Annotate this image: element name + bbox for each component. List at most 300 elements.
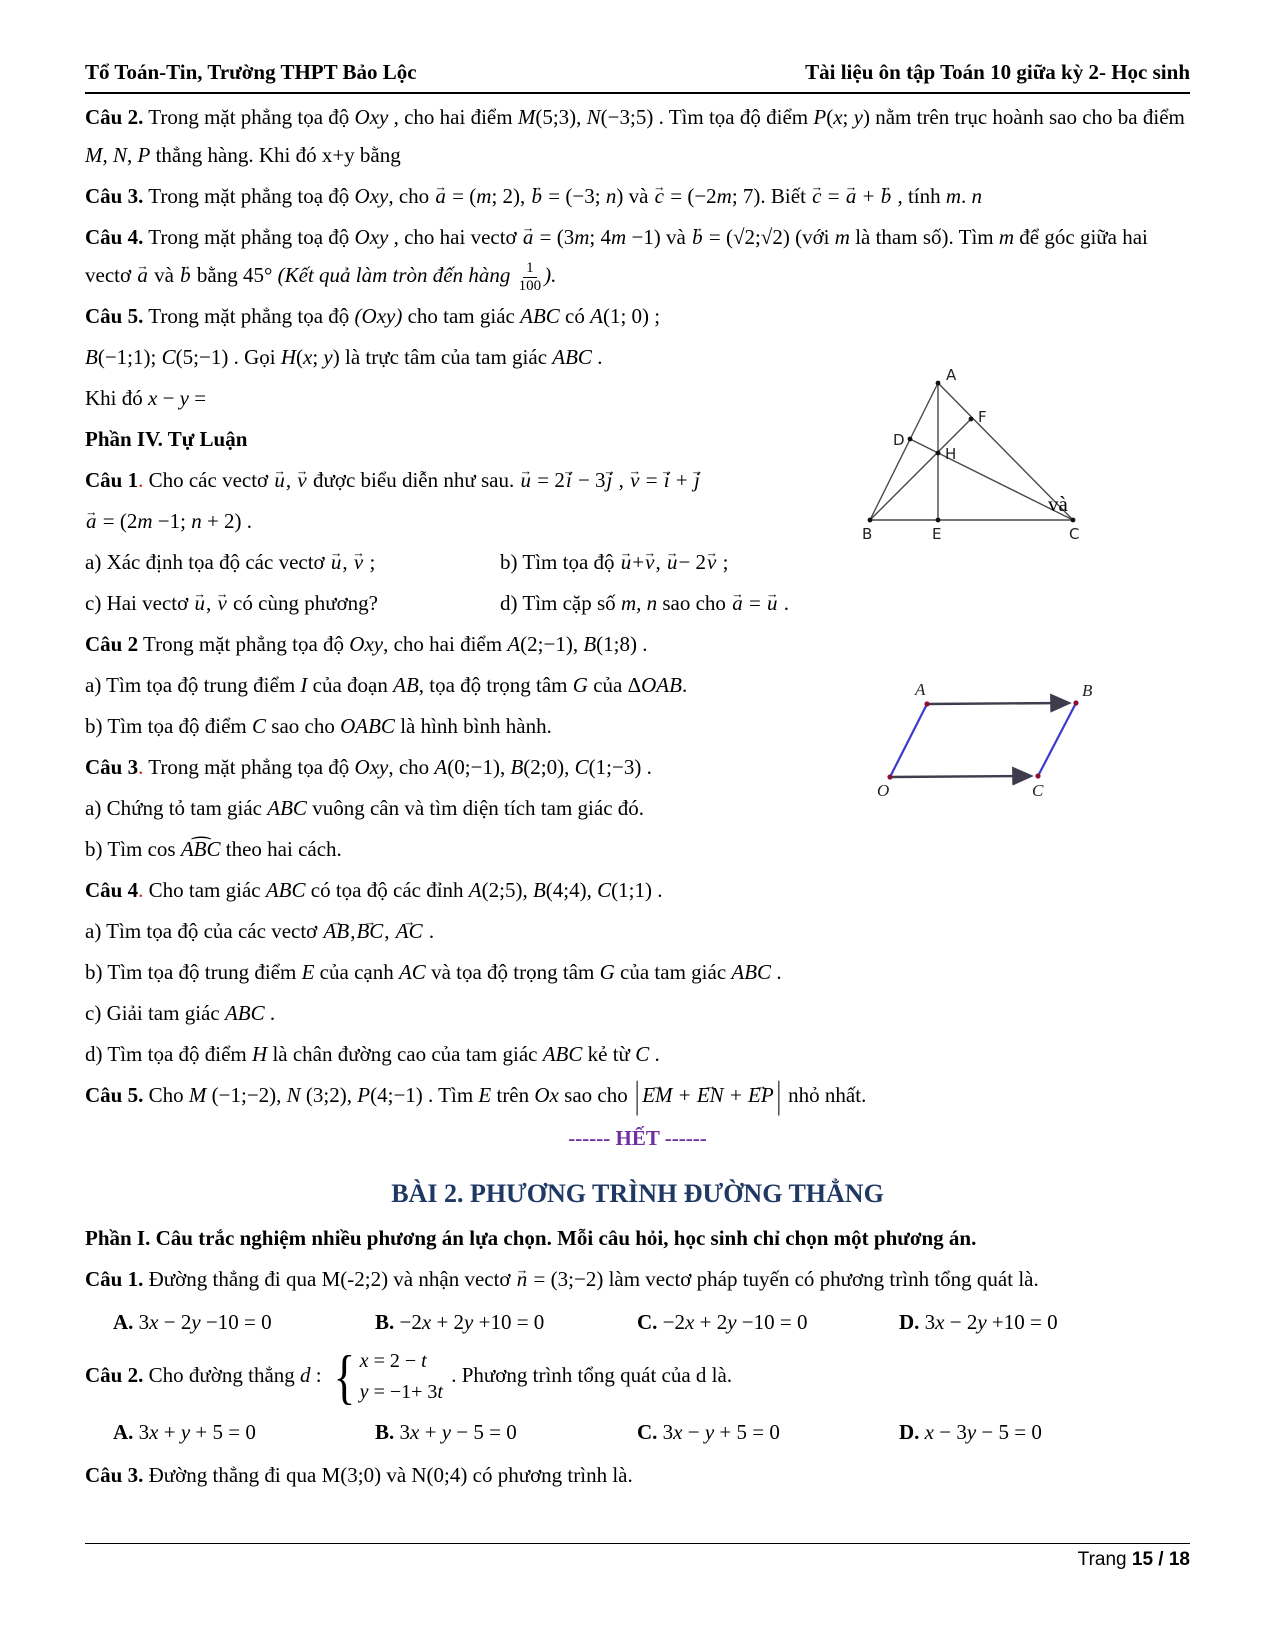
text-run: a) Chứng tỏ tam giác: [85, 796, 268, 821]
text-run: Oxy: [354, 755, 389, 780]
text-run: là trực tâm của tam giác: [339, 345, 553, 370]
option-label: D.: [899, 1310, 925, 1335]
text-run: ABC: [267, 796, 307, 821]
text-run: để góc giữa hai vectơ: [85, 225, 1148, 287]
option-label: D.: [899, 1420, 925, 1445]
text-run: của: [587, 673, 628, 698]
text-run: Phần I. Câu trắc nghiệm nhiều phương án lựa chọn. Mỗi câu hỏi, học sinh chỉ chọn một phương án.: [85, 1226, 977, 1251]
vector-notation: a →: [434, 177, 447, 215]
text-run: , cho: [388, 755, 435, 780]
text-run: ABC: [731, 960, 772, 985]
text-run: =: [528, 1267, 551, 1292]
vector-notation: a →: [85, 502, 98, 540]
vertex-label-A2: A: [915, 680, 926, 699]
vector-notation: b →: [531, 177, 544, 215]
text-run: của đoạn: [307, 673, 394, 698]
text-run: . Phương trình tổng quát của d là.: [445, 1363, 733, 1387]
math-text: 3x − 2y −10 = 0: [138, 1310, 272, 1335]
text-run: và: [660, 225, 692, 249]
text-run: ABC ⌢: [181, 830, 221, 868]
text-run: .: [264, 1001, 276, 1026]
vector-notation: b →: [880, 177, 893, 215]
paragraph: [85, 871, 1190, 909]
text-run: ABC: [552, 345, 592, 370]
text-run: m, n: [620, 591, 658, 616]
text-run: OABC: [340, 714, 395, 739]
text-run: . Tìm: [422, 1083, 479, 1108]
text-run: là chân đường cao của tam giác: [267, 1042, 543, 1067]
text-run: Cho tam giác: [143, 878, 266, 903]
vector-notation: j →: [693, 461, 701, 499]
math-text: M, N, P: [85, 143, 151, 167]
math-text: 3x + y + 5 = 0: [138, 1420, 256, 1445]
page-number-value: 15 / 18: [1131, 1549, 1190, 1570]
vector-notation: u →: [273, 461, 286, 499]
text-run: , tính: [892, 184, 946, 208]
text-run: C: [252, 714, 267, 739]
text-run: của cạnh: [314, 960, 399, 985]
text-run: , cho hai điểm: [383, 632, 508, 657]
text-run: .: [641, 755, 652, 780]
text-run: Câu 3.: [85, 1463, 144, 1488]
math-text: A(0;−1), B(2;0), C(1;−3): [434, 755, 642, 780]
vector-notation: u →: [620, 543, 633, 581]
vector-notation: a →: [136, 256, 149, 294]
option-label: B.: [375, 1310, 400, 1335]
triangle-diagram: [850, 358, 1095, 548]
answer-option: [637, 1411, 899, 1453]
text-run: được biểu diễn như sau.: [307, 468, 520, 493]
math-text: B(−1;1); C(5;−1): [85, 345, 229, 370]
text-run: có: [559, 304, 591, 329]
vector-notation: AC →: [395, 912, 424, 950]
paragraph: [85, 830, 1190, 868]
text-run: là tham số). Tìm: [849, 225, 999, 249]
paragraph: [85, 584, 1190, 622]
text-run: Trong mặt phẳng tọa độ: [143, 304, 355, 329]
math-text: M(5;3), N(−3;5): [517, 105, 654, 129]
text-run: ,: [285, 468, 297, 493]
text-run: .: [771, 960, 782, 985]
text-run: Oxy: [354, 225, 389, 249]
text-run: =: [446, 184, 470, 208]
answer-option: [637, 1301, 899, 1343]
triangle-edges: [870, 383, 1073, 520]
paragraph: [85, 461, 833, 499]
text-run: vuông cân và tìm diện tích tam giác đó.: [306, 796, 645, 821]
text-run: m: [834, 225, 850, 249]
option-label: B.: [375, 1420, 400, 1445]
paragraph: [85, 98, 1190, 174]
parallelogram-blue-sides: [890, 703, 1076, 777]
text-run: .: [138, 878, 144, 903]
text-run: G: [572, 673, 588, 698]
text-run: Câu 5.: [85, 304, 144, 329]
text-run: là hình bình hành.: [394, 714, 552, 739]
vertex-label-B2: B: [1082, 681, 1093, 700]
text-run: Trong mặt phẳng tọa độ: [143, 105, 355, 129]
vector-notation: c →: [811, 177, 822, 215]
text-run: làm vectơ pháp tuyến có phương trình tổng quát là.: [603, 1267, 1039, 1292]
text-run: H: [252, 1042, 268, 1067]
text-run: b) Tìm tọa độ trung điểm: [85, 960, 302, 985]
math-text: 3x − y + 5 = 0: [662, 1420, 780, 1445]
paragraph: [85, 707, 833, 745]
text-run: E: [301, 960, 315, 985]
paragraph: [85, 666, 833, 704]
text-run: nằm trên trục hoành sao cho ba điểm: [869, 105, 1185, 129]
text-run: , cho hai điểm: [388, 105, 518, 129]
vector-notation: u →: [766, 584, 779, 622]
option-label: A.: [113, 1310, 139, 1335]
text-run: . Gọi: [228, 345, 281, 370]
text-run: d: [300, 1363, 311, 1387]
header-right: Tài liệu ôn tập Toán 10 giữa kỳ 2- Học sinh: [805, 60, 1190, 84]
vector-notation: c →: [654, 177, 665, 215]
text-run: ;: [717, 550, 729, 575]
paragraph: [85, 1073, 1190, 1117]
text-run: G: [599, 960, 615, 985]
text-run: và: [148, 263, 180, 287]
sub-question: [500, 584, 789, 622]
vector-notation: n →: [516, 1260, 529, 1298]
answer-option: [899, 1411, 1042, 1453]
option-label: C.: [637, 1310, 663, 1335]
math-text: −2x + 2y +10 = 0: [399, 1310, 545, 1335]
text-run: AB: [393, 673, 419, 698]
text-run: .: [591, 345, 603, 370]
text-run: =: [534, 225, 557, 249]
text-run: , cho hai vectơ: [388, 225, 522, 249]
fraction: $\frac{1}{100}$: [518, 260, 542, 294]
text-run: b) Tìm cos: [85, 837, 181, 862]
paragraph: [85, 953, 1190, 991]
text-run: =: [640, 468, 663, 493]
text-run: ,: [350, 919, 356, 944]
text-run: Ox: [534, 1083, 559, 1108]
text-run: +: [857, 184, 880, 208]
text-run: .: [138, 755, 144, 780]
text-run: d) Tìm cặp số: [500, 591, 621, 616]
triangle-points: [868, 381, 1076, 523]
math-text: A(2;5), B(4;4), C(1;1): [468, 878, 652, 903]
text-run: (Kết quả làm tròn đến hàng: [277, 263, 516, 287]
paragraph: [85, 625, 833, 663]
text-run: =: [543, 184, 566, 208]
text-run: =: [664, 184, 688, 208]
vector-notation: v →: [629, 461, 640, 499]
math-text: − 3: [577, 468, 606, 493]
text-run: =: [822, 184, 845, 208]
math-text: x − y: [148, 386, 189, 411]
text-run: ,: [205, 591, 217, 616]
text-run: Đường thẳng đi qua M(-2;2) và nhận vectơ: [143, 1267, 516, 1292]
text-run: Câu 2.: [85, 105, 144, 129]
text-run: .: [652, 878, 663, 903]
math-text: 3x − 2y +10 = 0: [924, 1310, 1058, 1335]
text-run: ,: [613, 468, 630, 493]
vector-notation: i →: [565, 461, 573, 499]
math-text: x − 3y − 5 = 0: [924, 1420, 1042, 1445]
text-run: của tam giác: [614, 960, 732, 985]
text-run: có tọa độ các đỉnh: [305, 878, 469, 903]
math-text: y = −1+ 3t: [359, 1381, 443, 1404]
text-run: Câu 1.: [85, 1267, 144, 1292]
text-run: cho tam giác: [402, 304, 521, 329]
vector-notation: v →: [706, 543, 717, 581]
math-text: M (−1;−2), N (3;2), P(4;−1): [188, 1083, 423, 1108]
paragraph: [85, 1344, 1190, 1411]
text-run: Câu 5.: [85, 1083, 144, 1108]
vector-notation: EN →: [696, 1076, 725, 1114]
text-run: Cho: [143, 1083, 189, 1108]
vector-notation: a →: [845, 177, 858, 215]
vector-notation: v →: [353, 543, 364, 581]
text-run: .: [138, 468, 144, 493]
answer-option: [899, 1301, 1058, 1343]
text-run: ABC: [224, 1001, 265, 1026]
math-text: m. n: [945, 184, 983, 208]
text-run: ,: [384, 919, 395, 944]
text-run: ------ HẾT ------: [568, 1126, 707, 1151]
text-run: bằng 45°: [191, 263, 278, 287]
text-run: =: [743, 591, 767, 616]
vertex-label-C2: C: [1032, 781, 1044, 800]
text-run: AC: [398, 960, 426, 985]
text-run: .: [649, 1042, 660, 1067]
paragraph: [85, 912, 1190, 950]
text-run: Khi đó: [85, 386, 148, 411]
text-run: +: [632, 550, 645, 575]
math-text: 3x + y − 5 = 0: [399, 1420, 517, 1445]
math-text: −2x + 2y −10 = 0: [662, 1310, 808, 1335]
paragraph: [85, 177, 1190, 215]
text-run: ABC: [265, 878, 306, 903]
text-run: +: [724, 1083, 748, 1108]
paragraph: [85, 1456, 1190, 1494]
paragraph: [85, 297, 833, 335]
text-run: =: [97, 509, 120, 534]
text-run: C: [635, 1042, 650, 1067]
paragraph: [85, 218, 1190, 294]
text-run: Câu 1: [85, 468, 139, 493]
text-run: . Tìm tọa độ điểm: [653, 105, 814, 129]
text-run: Oxy: [354, 105, 389, 129]
math-text: H(x; y): [280, 345, 340, 370]
sub-question: [500, 543, 728, 581]
text-run: .: [681, 673, 688, 698]
text-run: và: [623, 184, 654, 208]
text-run: kẻ từ: [582, 1042, 636, 1067]
answer-option: [113, 1301, 375, 1343]
text-run: .: [241, 509, 253, 534]
text-run: theo hai cách.: [220, 837, 342, 862]
vertex-label-H: H: [945, 445, 957, 463]
math-text: (3;−2): [550, 1267, 604, 1292]
vector-notation: EP →: [747, 1076, 775, 1114]
paragraph: [85, 543, 1190, 581]
vector-notation: b →: [179, 256, 192, 294]
text-run: sao cho: [657, 591, 732, 616]
text-run: ,: [520, 184, 531, 208]
text-run: ABC: [542, 1042, 583, 1067]
text-run: Phần IV. Tự Luận: [85, 427, 248, 452]
vertex-label-O: O: [877, 781, 890, 800]
text-run: |: [634, 1073, 640, 1117]
footer-divider: [85, 1543, 1190, 1544]
brace: {: [333, 1344, 356, 1411]
text-run: .: [778, 591, 790, 616]
paragraph: [85, 379, 833, 417]
paragraph: [85, 748, 833, 786]
text-run: Trong mặt phẳng tọa độ: [138, 632, 350, 657]
sub-question: [85, 584, 500, 622]
paragraph: [85, 994, 1190, 1032]
parallelogram-diagram: [855, 652, 1105, 807]
paragraph: [85, 338, 833, 376]
text-run: Đường thẳng đi qua M(3;0) và N(0;4) có phương trình là.: [143, 1463, 633, 1488]
text-run: Trong mặt phẳng toạ độ: [143, 225, 355, 249]
vertex-label-E: E: [932, 525, 942, 543]
text-run: b) Tìm tọa độ điểm: [85, 714, 253, 739]
vertex-label-C: C: [1069, 525, 1080, 543]
text-run: +: [670, 468, 693, 493]
math-text: x = 2 − t: [359, 1350, 427, 1373]
text-run: +: [673, 1083, 696, 1108]
text-run: d) Tìm tọa độ điểm: [85, 1042, 253, 1067]
side-note-va: và: [1048, 492, 1068, 516]
header-left: Tổ Toán-Tin, Trường THPT Bảo Lộc: [85, 60, 417, 84]
text-run: Oxy: [349, 632, 384, 657]
vector-notation: j →: [606, 461, 614, 499]
text-run: Câu 2: [85, 632, 139, 657]
text-run: Cho đường thẳng: [143, 1363, 301, 1387]
vector-notation: u →: [330, 543, 343, 581]
text-run: sao cho: [266, 714, 341, 739]
text-run: =: [189, 386, 207, 411]
text-run: Trong mặt phẳng toạ độ: [143, 184, 355, 208]
vector-notation: u →: [520, 461, 533, 499]
text-run: Câu 3.: [85, 184, 144, 208]
math-text: (−3; n): [565, 184, 624, 208]
text-run: E: [478, 1083, 492, 1108]
parallelogram-points: [887, 700, 1078, 779]
parallelogram-vector-arrows: [890, 703, 1067, 777]
option-label: A.: [113, 1420, 139, 1445]
text-run: c) Hai vectơ: [85, 591, 194, 616]
text-run: ,: [655, 550, 666, 575]
page-header: [85, 60, 1190, 94]
options-row: [85, 1411, 1190, 1453]
text-run: Oxy: [354, 184, 389, 208]
text-run: . Biết: [760, 184, 812, 208]
text-run: Câu 4: [85, 878, 139, 903]
vector-notation: u →: [666, 543, 679, 581]
vector-notation: a →: [522, 218, 535, 256]
vector-notation: EM →: [641, 1076, 673, 1114]
vertex-label-A: A: [946, 366, 957, 384]
math-text: (m; 2): [469, 184, 521, 208]
vector-notation: AB →: [323, 912, 351, 950]
text-run: ABC: [520, 304, 560, 329]
text-run: ;: [364, 550, 376, 575]
math-text: A(1; 0): [590, 304, 650, 329]
vertex-label-D: D: [893, 431, 905, 449]
math-text: (3m; 4m −1): [556, 225, 661, 249]
text-run: sao cho: [558, 1083, 633, 1108]
text-run: trên: [491, 1083, 535, 1108]
text-run: m: [998, 225, 1015, 249]
text-run: thẳng hàng. Khi đó x+y bằng: [150, 143, 401, 167]
text-run: Câu 4.: [85, 225, 144, 249]
vector-notation: v →: [216, 584, 227, 622]
page-number: [1078, 1549, 1190, 1571]
text-run: − 2: [678, 550, 707, 575]
end-divider: [85, 1126, 1190, 1151]
text-run: .: [423, 919, 435, 944]
text-run: nhỏ nhất.: [782, 1083, 867, 1108]
text-run: :: [310, 1363, 327, 1387]
vector-notation: v →: [644, 543, 655, 581]
text-run: Câu 3: [85, 755, 139, 780]
vector-notation: b →: [691, 218, 704, 256]
text-run: BÀI 2. PHƯƠNG TRÌNH ĐƯỜNG THẲNG: [391, 1179, 884, 1209]
text-run: .: [637, 632, 648, 657]
text-run: ;: [649, 304, 661, 329]
page-number-label: Trang: [1077, 1549, 1132, 1570]
math-text: (2m −1; n + 2): [119, 509, 242, 534]
answer-option: [375, 1411, 637, 1453]
answer-option: [113, 1411, 375, 1453]
vector-notation: a →: [731, 584, 744, 622]
vector-notation: v →: [296, 461, 307, 499]
text-run: Câu 2.: [85, 1363, 144, 1387]
paragraph: [85, 502, 833, 540]
vector-notation: i →: [663, 461, 671, 499]
text-run: và tọa độ trọng tâm: [425, 960, 600, 985]
text-run: Trong mặt phẳng tọa độ: [143, 755, 355, 780]
math-text: = 2: [537, 468, 565, 493]
vector-notation: u →: [193, 584, 206, 622]
text-run: = (√2;√2) (với: [703, 225, 835, 249]
vertex-label-B: B: [862, 525, 873, 543]
paragraph: [85, 1260, 1190, 1298]
text-run: , cho: [388, 184, 435, 208]
section-title: [85, 1179, 1190, 1209]
text-run: a) Tìm tọa độ của các vectơ: [85, 919, 323, 944]
text-run: c) Giải tam giác: [85, 1001, 225, 1026]
text-run: (Oxy): [354, 304, 403, 329]
text-run: Cho các vectơ: [143, 468, 274, 493]
vector-notation: BC →: [355, 912, 384, 950]
text-run: ).: [544, 263, 557, 287]
math-text: A(2;−1), B(1;8): [507, 632, 637, 657]
sub-question: [85, 543, 500, 581]
vertex-label-F: F: [978, 408, 987, 426]
text-run: b) Tìm tọa độ: [500, 550, 620, 575]
answer-option: [375, 1301, 637, 1343]
text-run: có cùng phương?: [227, 591, 378, 616]
equation-system: [330, 1344, 443, 1411]
paragraph: [85, 1219, 1190, 1257]
text-run: ,: [342, 550, 353, 575]
options-row: [85, 1301, 1190, 1343]
text-run: |: [776, 1073, 781, 1117]
option-label: C.: [637, 1420, 663, 1445]
math-text: ΔOAB: [627, 673, 682, 698]
text-run: a) Tìm tọa độ trung điểm: [85, 673, 301, 698]
text-run: I: [300, 673, 308, 698]
